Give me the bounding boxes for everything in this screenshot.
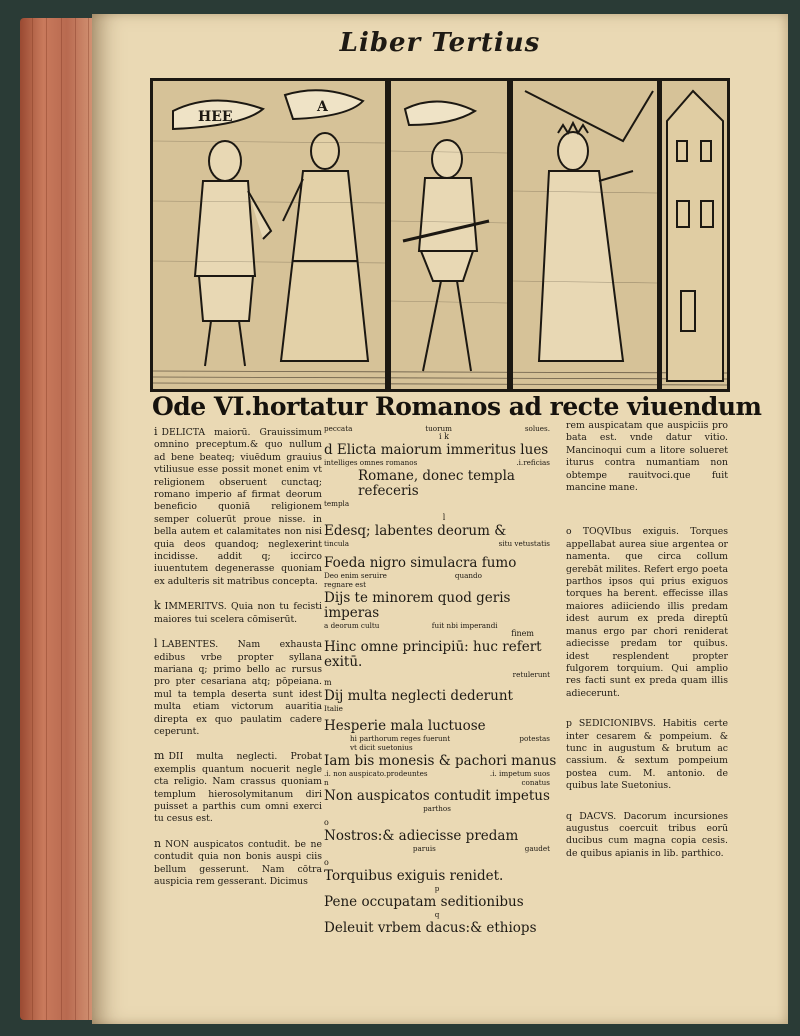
right-note-intro: rem auspicatam que auspiciis pro bata est. vnde datur vitio. Mancinoqui cum a litore solueret iturus contra numantiam non obtempe rauitvoci.que fuit mancine mane.	[566, 420, 728, 494]
verse-line: d Elicta maiorum immeritus lues	[324, 442, 549, 458]
left-note-l: l LABENTES. Nam exhausta edibus vrbe propter syllana mariana q; primo bello ac rursus pro pter cesariana atq; pōpeiana. mul ta templa deserta sunt idest multa etiam victorum auaritia direpta ex quo paulatim cadere ceperunt.	[154, 637, 322, 737]
gloss-row: intelliges omnes romanos .i.reficias	[324, 458, 550, 467]
verse-line: Torquibus exiguis renidet.	[324, 868, 504, 884]
verse-line: Dijs te minorem quod geris imperas	[324, 590, 511, 621]
verse-line: Nostros:& adiecisse predam	[324, 828, 519, 844]
gloss-letter: finem	[511, 629, 534, 638]
gloss-row: tincula situ vetustatis	[324, 539, 550, 548]
left-commentary	[154, 426, 322, 900]
gloss-row: vt dicit suetonius	[350, 743, 413, 752]
gloss-row: hi parthorum reges fuerunt potestas	[350, 734, 550, 743]
gloss-letter: m	[324, 678, 332, 687]
verse-line: Foeda nigro simulacra fumo	[324, 555, 517, 571]
running-title: Liber Tertius	[339, 28, 541, 58]
verse-column	[324, 424, 564, 936]
book-fore-edge	[20, 18, 98, 1020]
scroll-label-2: A	[317, 99, 328, 115]
verse-line: Dij multa neglecti dederunt	[324, 688, 513, 704]
gloss-row: retulerunt	[512, 670, 550, 679]
woodcut-illustration	[150, 78, 730, 392]
right-note-o: o TOQVIbus exiguis. Torques appellabat aurea siue argentea or namenta. que circa collum gerebāt milites. Refert ergo poeta parthos ipsos qui prius exiguos torques ha berent. effecisse illas maiores adiiciendo illis predam idest aurum ex preda direptū manus ergo par chori reniderat adiecisse predam tor quibus. idest resplendent propter fulgorem torquium. Qui amplio res facti sunt ex preda quam illis adiecerunt.	[566, 526, 728, 699]
left-note-m: m DII multa neglecti. Probat exemplis quantum nocuerit negle cta religio. Nam crassus quoniam templum hierosolymitanum diri puisset a parthis cum omni exerci tu cesus est.	[154, 749, 322, 825]
gloss-letter: i k	[439, 432, 449, 441]
verse-line: Romane, donec templa refeceris	[358, 468, 515, 499]
ode-title: Ode VI.hortatur Romanos ad recte viuendum	[152, 392, 762, 421]
gloss-row: regnare est	[324, 580, 367, 589]
gloss-row: p	[434, 884, 440, 893]
verse-line: Hinc omne principiū: huc refert exitū.	[324, 639, 542, 670]
verse-line: Deleuit vrbem dacus:& ethiops	[324, 920, 537, 936]
gloss-row: Italie	[324, 704, 343, 713]
building	[667, 91, 723, 381]
gloss-row: Deo enim seruire quando	[324, 571, 482, 580]
gloss-letter: o	[324, 858, 329, 867]
left-note-n: n NON auspicatos contudit. be ne contudit quia non bonis auspi ciis bellum gesserunt. Nam cōtra auspicia rem gesserant. Dicimus	[154, 836, 322, 887]
right-note-q: q DACVS. Dacorum incursiones augustus coercuit tribus eorū ducibus cum magna copia cesis. de quibus apianis in lib. parthico.	[566, 810, 728, 859]
gloss-row: .i. non auspicato.prodeuntes .i. impetum suos	[324, 769, 550, 778]
verse-line: Edesq; labentes deorum &	[324, 523, 507, 539]
woodcut-figures-svg	[153, 81, 727, 389]
gloss-row: q	[434, 910, 440, 919]
verse-line: Pene occupatam seditionibus	[324, 894, 524, 910]
gloss-row: paruis gaudet	[412, 844, 550, 853]
right-commentary	[566, 420, 728, 860]
right-note-p: p SEDICIONIBVS. Habitis certe inter cesarem & pompeium. & tunc in augustum & brutum ac cassium. & sextum pompeium postea cum. M. antonio. de quibus late Suetonius.	[566, 718, 728, 792]
gloss-letter: l	[442, 513, 446, 522]
left-note-i: i DELICTA maiorū. Grauissimum omnino preceptum.& quo nullum ad bene beateq; viuēdum grauius vtiliusue esse possit monet enim vt religionem obseruent cunctaq; romano imperio af firmat deorum beneficio quoniā religionem semper coluerūt proue nisse. in bella autem et calamitates non nisi quia deos quandoq; neglexerint incidisse. addit q; iccirco iuuentutem degenerasse quoniam ex adulteris sit matribus concepta.	[154, 425, 322, 587]
verse-line: Non auspicatos contudit impetus	[324, 788, 550, 804]
left-note-k: k IMMERITVS. Quia non tu fecisti maiores tui scelera cōmiserūt.	[154, 599, 322, 625]
scroll-label-1: HEE	[198, 109, 233, 125]
gloss-row: peccata tuorum solues.	[324, 424, 550, 433]
verse-line: Hesperie mala luctuose	[324, 718, 486, 734]
gloss-row: a deorum cultu fuit nbi imperandi	[324, 621, 498, 630]
gloss-row: n conatus	[324, 778, 550, 787]
verse-line: Iam bis monesis & pachori manus	[324, 753, 557, 769]
book-page	[92, 14, 788, 1024]
gloss-row: templa	[324, 499, 350, 508]
gloss-row: parthos	[423, 804, 451, 813]
gloss-letter: o	[324, 818, 329, 827]
